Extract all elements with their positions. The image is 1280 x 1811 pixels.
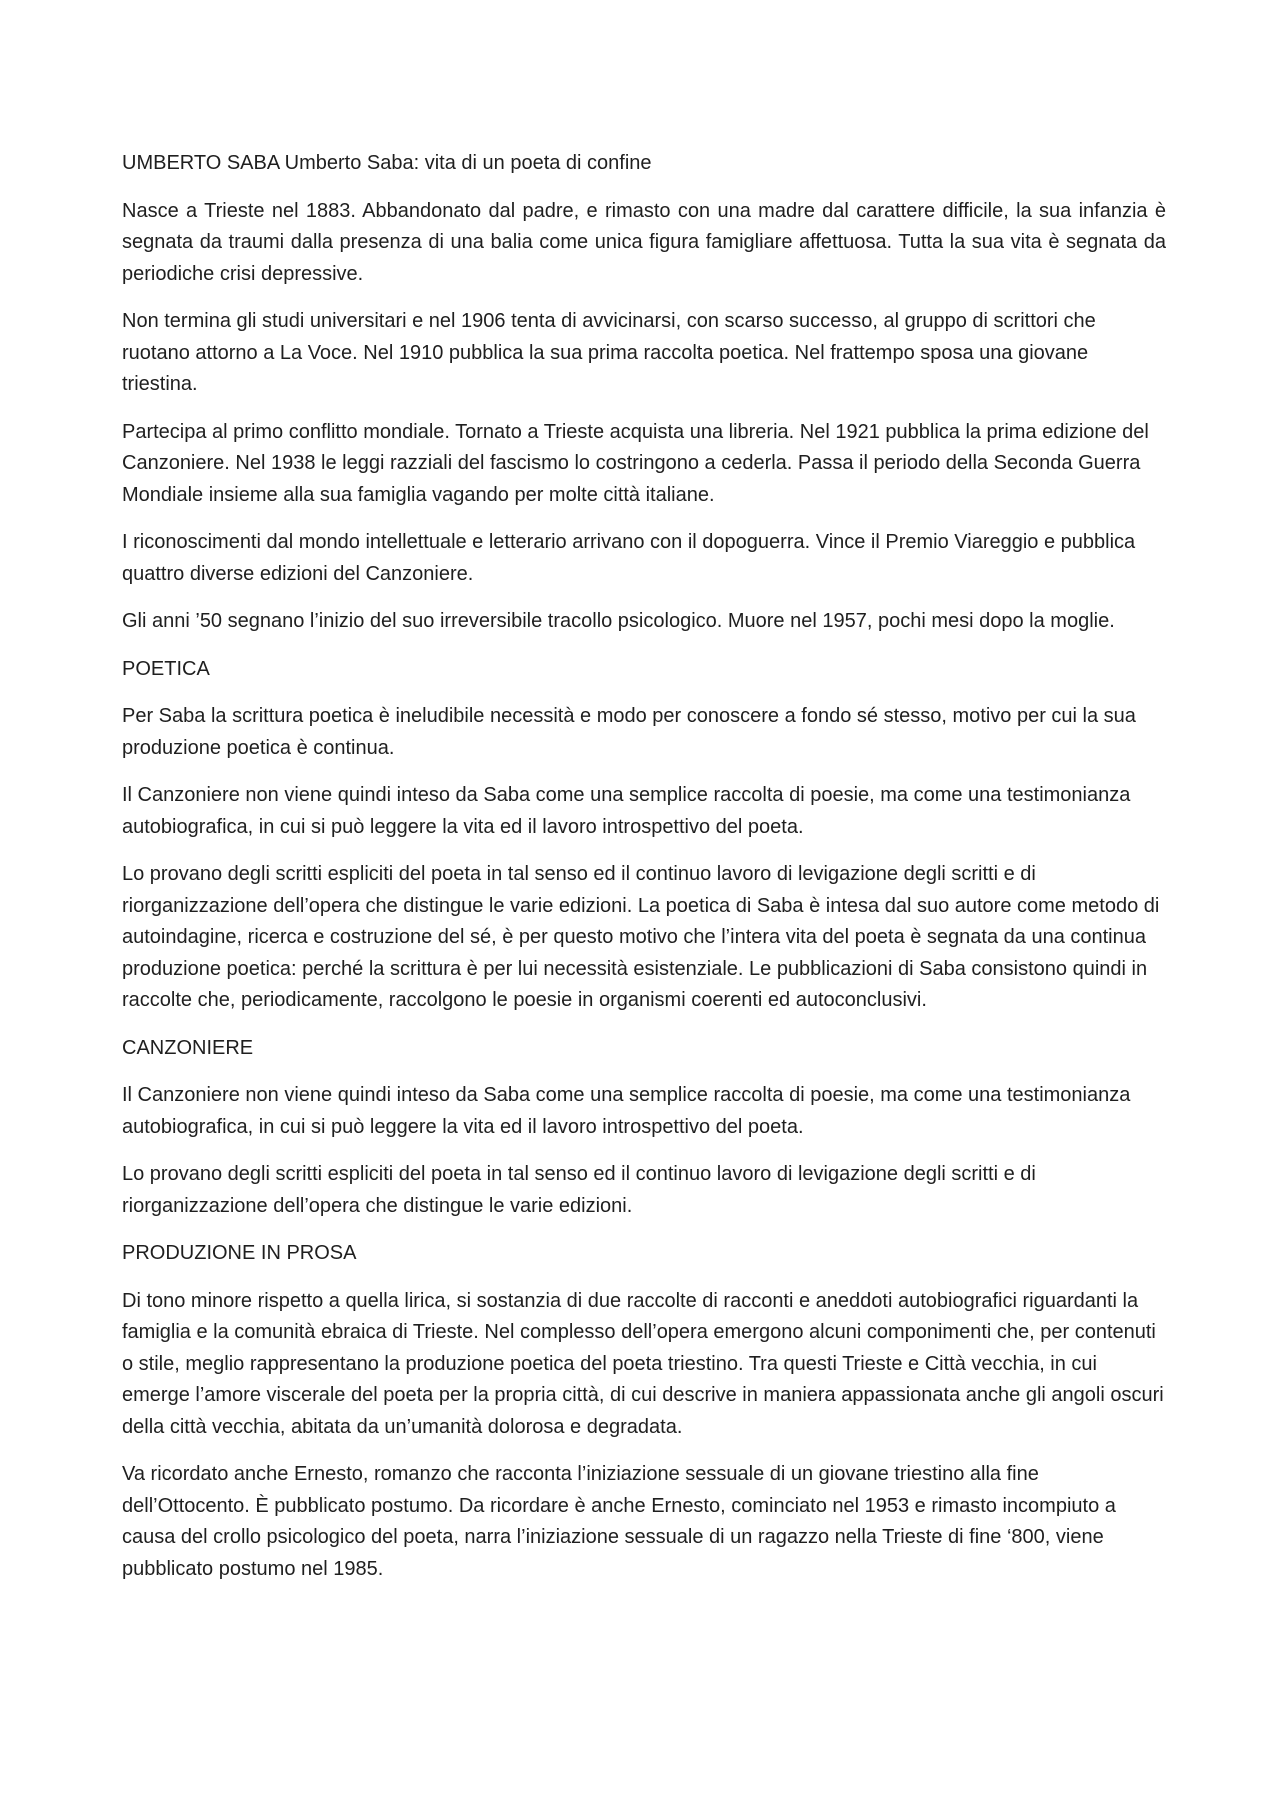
biography-paragraph-5: Gli anni ’50 segnano l’inizio del suo irreversibile tracollo psicologico. Muore nel 1957, pochi mesi dopo la moglie.: [122, 610, 1115, 632]
prosa-heading: PRODUZIONE IN PROSA: [122, 1242, 357, 1264]
document-page: [122, 148, 1166, 1601]
canzoniere-paragraph-2: Lo provano degli scritti espliciti del poeta in tal senso ed il continuo lavoro di levigazione degli scritti e di riorganizzazione dell’opera che distingue le varie edizioni.: [122, 1163, 1036, 1217]
canzoniere-paragraph-1: Il Canzoniere non viene quindi inteso da Saba come una semplice raccolta di poesie, ma come una testimonianza autobiografica, in cui si può leggere la vita ed il lavoro introspettivo del poeta.: [122, 1084, 1131, 1138]
prosa-paragraph-2: Va ricordato anche Ernesto, romanzo che racconta l’iniziazione sessuale di un giovane triestino alla fine dell’Ottocento. È pubblicato postumo. Da ricordare è anche Ernesto, cominciato nel 1953 e rimasto incompiuto a causa del crollo psicologico del poeta, narra l’iniziazione sessuale di un ragazzo nella Trieste di fine ‘800, viene pubblicato postumo nel 1985.: [122, 1463, 1116, 1580]
biography-paragraph-3: Partecipa al primo conflitto mondiale. Tornato a Trieste acquista una libreria. Nel 1921 pubblica la prima edizione del Canzoniere. Nel 1938 le leggi razziali del fascismo lo costringono a cederla. Passa il periodo della Seconda Guerra Mondiale insieme alla sua famiglia vagando per molte città italiane.: [122, 420, 1149, 506]
biography-paragraph-2: Non termina gli studi universitari e nel 1906 tenta di avvicinarsi, con scarso successo, al gruppo di scrittori che ruotano attorno a La Voce. Nel 1910 pubblica la sua prima raccolta poetica. Nel frattempo sposa una giovane triestina.: [122, 310, 1096, 395]
document-title: UMBERTO SABA Umberto Saba: vita di un poeta di confine: [122, 152, 652, 174]
biography-paragraph-1: Nasce a Trieste nel 1883. Abbandonato dal padre, e rimasto con una madre dal carattere difficile, la sua infanzia è segnata da traumi dalla presenza di una balia come unica figura famigliare affettuosa. Tutta la sua vita è segnata da periodiche crisi depressive.: [122, 199, 1166, 285]
prosa-paragraph-1: Di tono minore rispetto a quella lirica, si sostanzia di due raccolte di racconti e aneddoti autobiografici riguardanti la famiglia e la comunità ebraica di Trieste. Nel complesso dell’opera emergono alcuni componimenti che, per contenuti o stile, meglio rappresentano la produzione poetica del poeta triestino. Tra questi Trieste e Città vecchia, in cui emerge l’amore viscerale del poeta per la propria città, di cui descrive in maniera appassionata anche gli angoli oscuri della città vecchia, abitata da un’umanità dolorosa e degradata.: [122, 1289, 1164, 1438]
poetica-heading: POETICA: [122, 657, 210, 680]
poetica-paragraph-1: Per Saba la scrittura poetica è ineludibile necessità e modo per conoscere a fondo sé stesso, motivo per cui la sua produzione poetica è continua.: [122, 705, 1136, 759]
poetica-paragraph-3: Lo provano degli scritti espliciti del poeta in tal senso ed il continuo lavoro di levigazione degli scritti e di riorganizzazione dell’opera che distingue le varie edizioni. La poetica di Saba è intesa dal suo autore come metodo di autoindagine, ricerca e costruzione del sé, è per questo motivo che l’intera vita del poeta è segnata da una continua produzione poetica: perché la scrittura è per lui necessità esistenziale. Le pubblicazioni di Saba consistono quindi in raccolte che, periodicamente, raccolgono le poesie in organismi coerenti ed autoconclusivi.: [122, 863, 1160, 1011]
poetica-paragraph-2: Il Canzoniere non viene quindi inteso da Saba come una semplice raccolta di poesie, ma come una testimonianza autobiografica, in cui si può leggere la vita ed il lavoro introspettivo del poeta.: [122, 784, 1131, 838]
canzoniere-heading: CANZONIERE: [122, 1036, 254, 1059]
biography-paragraph-4: I riconoscimenti dal mondo intellettuale e letterario arrivano con il dopoguerra. Vince il Premio Viareggio e pubblica quattro diverse edizioni del Canzoniere.: [122, 531, 1136, 585]
